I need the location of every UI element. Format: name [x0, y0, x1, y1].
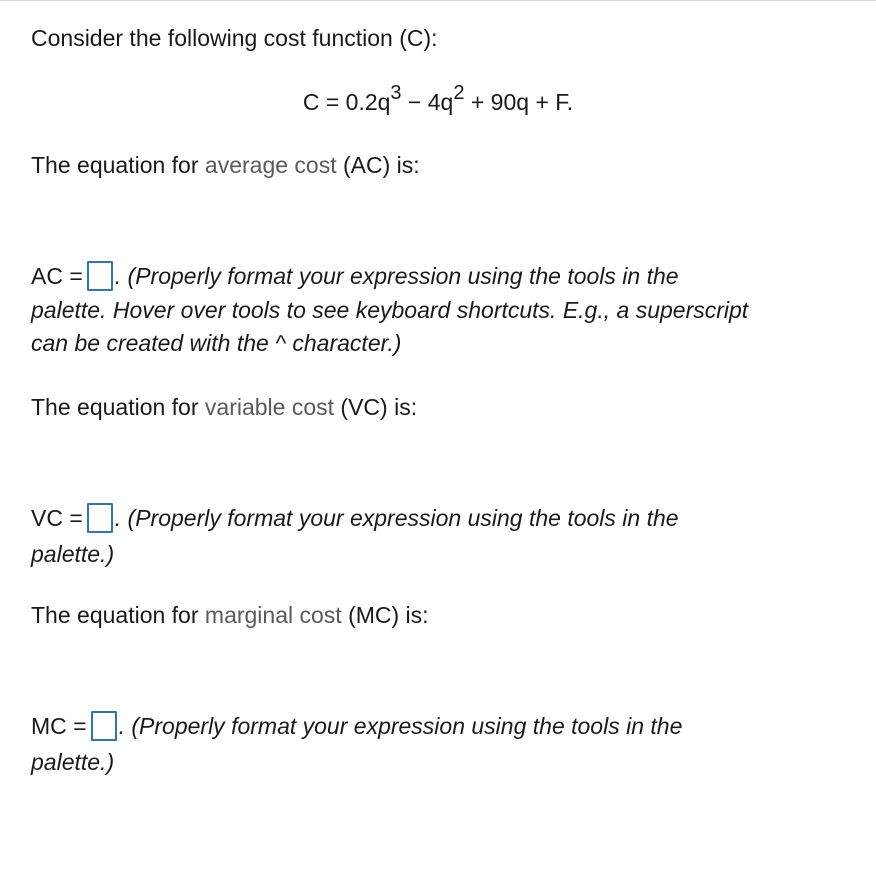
mc-note-cont-1: palette.)	[31, 749, 115, 775]
mc-note: . (Properly format your expression using the tools in the	[118, 713, 683, 739]
answer-vc	[31, 501, 679, 573]
prompt-variable-cost: The equation for variable cost (VC) is:	[31, 394, 418, 420]
term-marginal-cost[interactable]: marginal cost	[204, 602, 342, 628]
ac-note-cont-2: can be created with the ^ character.)	[31, 330, 402, 356]
term-average-cost[interactable]: average cost	[204, 152, 337, 178]
ac-answer-input[interactable]	[87, 261, 113, 291]
equation-exponent-2: 2	[453, 82, 465, 105]
equation-exponent-3: 3	[390, 82, 402, 105]
prompt-marginal-cost: The equation for marginal cost (MC) is:	[31, 602, 429, 628]
equation-rhs: + 90q + F.	[464, 89, 574, 115]
equation-lhs: C = 0.2q	[302, 89, 391, 115]
answer-ac	[31, 259, 748, 360]
prompt-average-cost: The equation for average cost (AC) is:	[31, 152, 420, 178]
vc-note: . (Properly format your expression using the tools in the	[114, 505, 679, 531]
vc-answer-input[interactable]	[87, 503, 113, 533]
ac-note: . (Properly format your expression using the tools in the	[114, 263, 679, 289]
ac-note-cont-1: palette. Hover over tools to see keyboard shortcuts. E.g., a superscript	[31, 297, 749, 323]
term-variable-cost[interactable]: variable cost	[204, 394, 335, 420]
cost-function-equation	[0, 82, 876, 118]
vc-label: VC =	[31, 505, 83, 531]
equation-mid: − 4q	[401, 89, 454, 115]
intro-text: Consider the following cost function (C):	[31, 25, 438, 51]
ac-label: AC =	[31, 263, 83, 289]
top-divider	[0, 0, 876, 1]
mc-answer-input[interactable]	[91, 711, 117, 741]
answer-mc	[31, 709, 682, 781]
vc-note-cont-1: palette.)	[31, 541, 115, 567]
mc-label: MC =	[31, 713, 87, 739]
